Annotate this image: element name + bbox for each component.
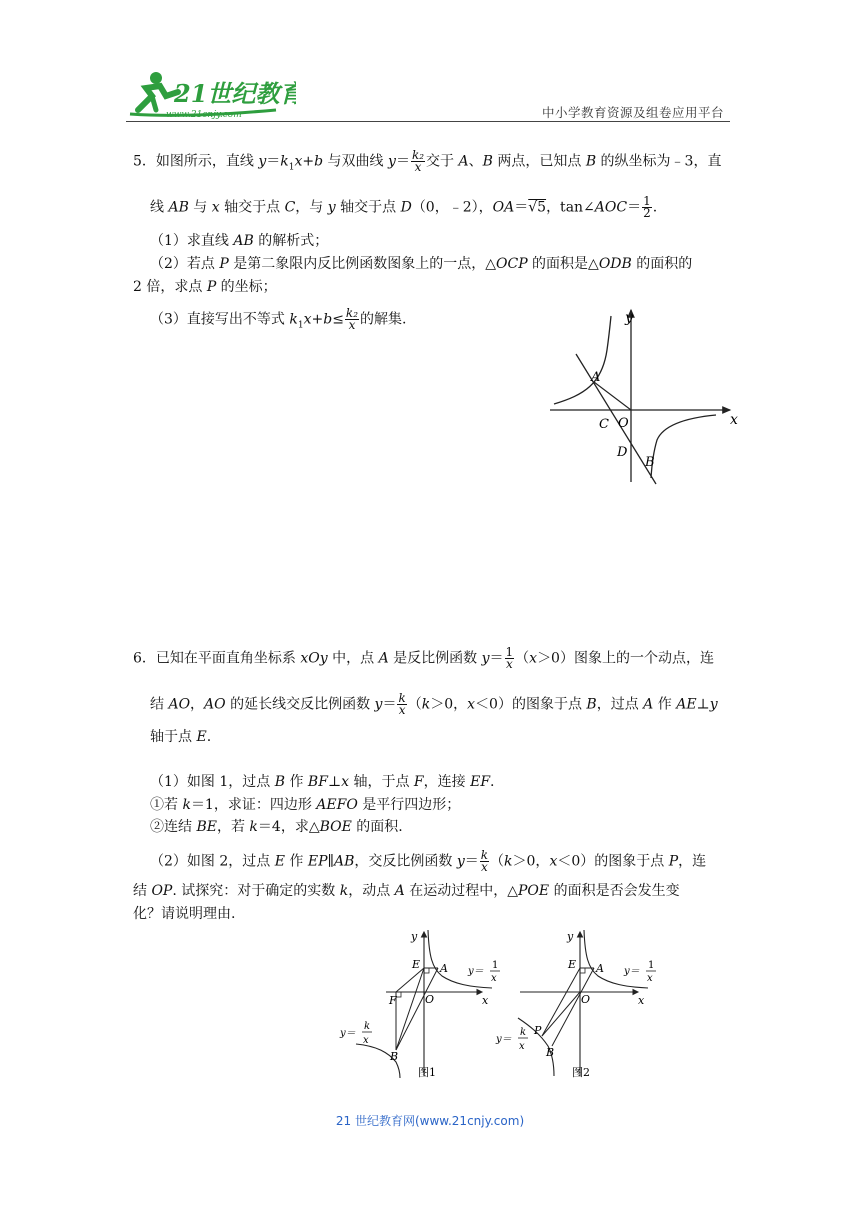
label-y: y (567, 930, 574, 943)
eq-1-over-x-num: 1 (648, 960, 655, 971)
label-y: y (625, 310, 633, 326)
label-A: A (596, 962, 604, 975)
fraction-one-half: $\frac{1}{2}$ (643, 194, 651, 220)
header-tagline: 中小学教育资源及组卷应用平台 (541, 105, 724, 120)
segment-OA (594, 382, 631, 410)
eq-1-over-x-den: x (491, 973, 497, 984)
curve-1-over-x (584, 930, 648, 988)
fraction-k2-over-x-2: $\frac{\text{k₂}}{x}$ (345, 306, 359, 332)
hyperbola-branch-2 (554, 316, 611, 404)
logo-text: 21世纪教育 (174, 79, 296, 108)
eq-1-over-x-den: x (647, 973, 653, 984)
label-O: O (425, 993, 435, 1006)
label-B: B (390, 1050, 399, 1063)
header-divider (126, 121, 730, 122)
q6-case2: ②连结 BE，若 k＝4，求△BOE 的面积. (150, 819, 403, 835)
q5-figure (544, 302, 744, 486)
q6-line1: 6．已知在平面直角坐标系 xOy 中，点 A 是反比例函数 y＝ $\frac{1}{x}$ （x＞0）图象上的一个动点，连 (133, 645, 714, 671)
q6-line3: 轴于点 E. (150, 729, 212, 745)
label-E: E (412, 958, 421, 971)
q5-part2-line1: （2）若点 P 是第二象限内反比例函数图象上的一点，△OCP 的面积是△ODB 的面积的 (150, 256, 693, 272)
logo-url: www.21cnjy.com (166, 110, 242, 120)
q6-sub2-line2: 结 OP. 试探究：对于确定的实数 k，动点 A 在运动过程中，△POE 的面积是否会发生变 (133, 883, 680, 899)
label-P: P (534, 1024, 542, 1037)
fraction-k2-over-x: $\frac{\text{k₂}}{x}$ (411, 148, 425, 174)
eq-k-over-x-num: k (520, 1027, 527, 1038)
label-E: E (568, 958, 577, 971)
label-C: C (599, 417, 609, 432)
q6-sub2-line3: 化？请说明理由. (133, 906, 236, 922)
eq-k-over-x-den: x (363, 1035, 369, 1046)
fraction-1-over-x: $\frac{1}{x}$ (505, 645, 514, 671)
eq-1-over-x-prefix: y＝ (468, 966, 484, 977)
label-A: A (591, 370, 601, 385)
label-D: D (617, 445, 628, 460)
label-F: F (389, 994, 397, 1007)
label-x: x (730, 412, 738, 428)
q5-part2-line2: 2 倍，求点 P 的坐标； (133, 279, 277, 295)
label-O: O (618, 416, 629, 431)
label-A: A (440, 962, 448, 975)
eq-k-over-x-den: x (519, 1041, 525, 1052)
hyperbola-branch-4 (651, 415, 716, 478)
q6-case1: ①若 k＝1，求证：四边形 AEFO 是平行四边形； (150, 797, 461, 813)
q5-part1: （1）求直线 AB 的解析式； (150, 233, 329, 249)
label-x: x (638, 994, 645, 1007)
caption-fig2: 图2 (572, 1066, 590, 1079)
eq-1-over-x-prefix: y＝ (624, 966, 640, 977)
caption-fig1: 图1 (418, 1066, 436, 1079)
segment-AB (396, 968, 438, 1050)
q6-figure-2 (492, 926, 668, 1080)
eq-k-over-x-num: k (364, 1021, 371, 1032)
q6-sub2-line1: （2）如图 2，过点 E 作 EP∥AB，交反比例函数 y＝ $\frac{k}{x}$ （k＞0，x＜0）的图象于点 P，连 (150, 848, 707, 874)
line-AB (576, 354, 656, 484)
site-logo[interactable] (126, 66, 296, 122)
segment-EP (542, 968, 580, 1036)
q5-part3: （3）直接写出不等式 $k_1x+b\le$ $\frac{\text{k₂}}{x}$ 的解集. (150, 306, 407, 332)
label-y: y (411, 930, 418, 943)
q6-line2: 结 AO，AO 的延长线交反比例函数 y＝ $\frac{k}{x}$ （k＞0，x＜0）的图象于点 B，过点 A 作 AE⊥y (150, 691, 718, 717)
q6-figure-1 (336, 926, 512, 1080)
q5-line2: 线 AB 与 x 轴交于点 C，与 y 轴交于点 D（0，﹣2），OA＝√5，tan∠AOC＝ $\frac{1}{2}$ . (150, 194, 658, 220)
label-O: O (581, 993, 591, 1006)
footer-link[interactable]: 21 世纪教育网(www.21cnjy.com) (335, 1114, 525, 1128)
eq-k-over-x-prefix: y＝ (496, 1034, 512, 1045)
eq-1-over-x-num: 1 (492, 960, 499, 971)
fraction-k-over-x: $\frac{k}{x}$ (398, 691, 406, 717)
q5-line1: 5．如图所示，直线 $y=k_1x+b$ 与双曲线 y＝ $\frac{\text{k₂}}{x}$ 交于 A、B 两点，已知点 B 的纵坐标为﹣3，直 (133, 148, 722, 174)
label-B: B (645, 455, 655, 470)
q6-sub1: （1）如图 1，过点 B 作 BF⊥x 轴，于点 F，连接 EF. (150, 774, 495, 790)
fraction-k-over-x-2: $\frac{k}{x}$ (480, 848, 489, 874)
label-x: x (482, 994, 489, 1007)
label-B: B (546, 1046, 555, 1059)
eq-k-over-x-prefix: y＝ (340, 1028, 356, 1039)
curve-1-over-x (428, 930, 492, 988)
